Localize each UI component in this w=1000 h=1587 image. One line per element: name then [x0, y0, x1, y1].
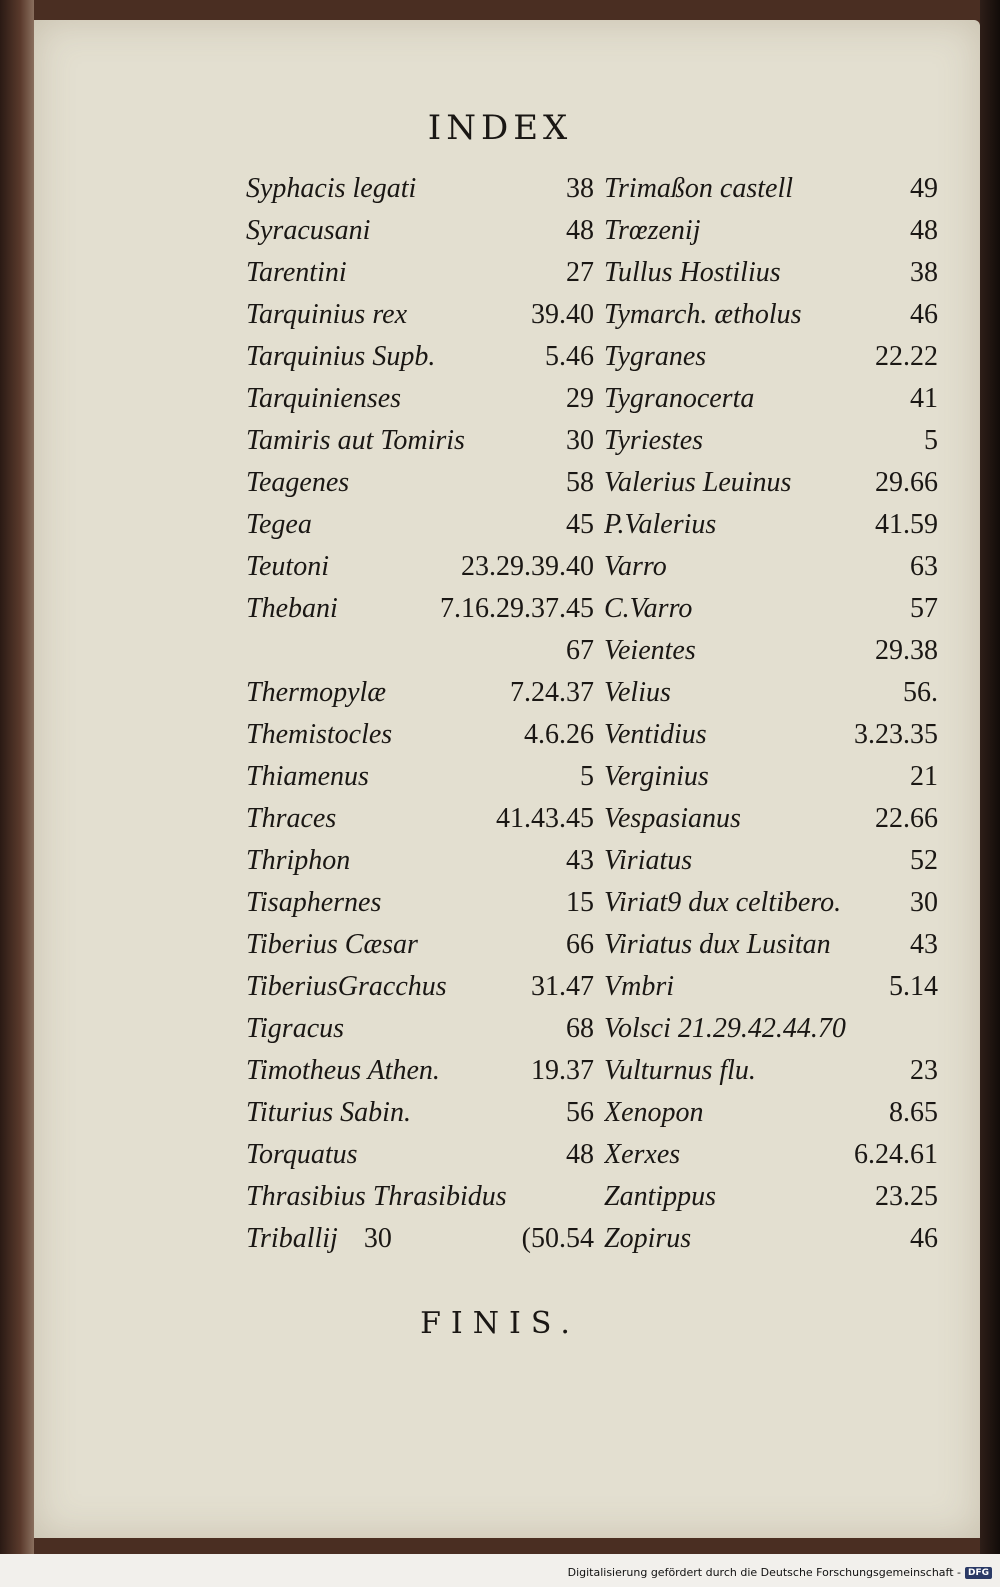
index-entry	[604, 462, 938, 504]
entry-page-numbers: 7.16.29.37.45	[440, 593, 594, 624]
index-entry	[604, 924, 938, 966]
entry-name: TiberiusGracchus	[246, 971, 447, 1002]
entry-page-numbers: 8.65	[889, 1097, 938, 1128]
entry-page-numbers: 38	[566, 173, 594, 204]
entry-page-numbers: 30	[910, 887, 938, 918]
index-entry	[246, 1176, 594, 1218]
entry-name: Triballij	[246, 1223, 338, 1254]
index-entry	[604, 588, 938, 630]
entry-name: P.Valerius	[604, 509, 717, 540]
entry-name: Tyriestes	[604, 425, 704, 456]
entry-name: Thermopylæ	[246, 677, 386, 708]
entry-name: Viriatus	[604, 845, 693, 876]
entry-page-numbers: 67	[566, 635, 594, 666]
index-entry	[246, 966, 594, 1008]
entry-name: Veientes	[604, 635, 696, 666]
index-column-right	[604, 168, 938, 1260]
index-entry	[604, 966, 938, 1008]
entry-name: Thrasibius Thrasibidus	[246, 1181, 507, 1212]
entry-page-numbers: 31.47	[531, 971, 594, 1002]
entry-name: Teutoni	[246, 551, 329, 582]
entry-page-numbers: 29.66	[875, 467, 938, 498]
index-entry	[246, 1218, 594, 1260]
index-entry	[246, 1050, 594, 1092]
entry-page-numbers: 7.24.37	[510, 677, 594, 708]
index-entry	[246, 756, 594, 798]
entry-page-numbers: 66	[566, 929, 594, 960]
entry-page-numbers: 23.29.39.40	[461, 551, 594, 582]
entry-name: Varro	[604, 551, 667, 582]
index-entry	[246, 504, 594, 546]
entry-name: Vmbri	[604, 971, 674, 1002]
entry-page-numbers: 23.25	[875, 1181, 938, 1212]
entry-name: Torquatus	[246, 1139, 358, 1170]
index-entry	[246, 1092, 594, 1134]
entry-name: Volsci 21.29.42.44.70	[604, 1013, 846, 1044]
index-column-left	[246, 168, 594, 1260]
index-entry	[604, 252, 938, 294]
index-entry	[604, 1134, 938, 1176]
entry-name: Zopirus	[604, 1223, 692, 1254]
entry-page-numbers: 57	[910, 593, 938, 624]
index-entry	[246, 420, 594, 462]
entry-name: Thebani	[246, 593, 338, 624]
entry-page-numbers: 6.24.61	[854, 1139, 938, 1170]
entry-name: Tiberius Cæsar	[246, 929, 418, 960]
entry-name: Syracusani	[246, 215, 371, 246]
entry-name: Thraces	[246, 803, 337, 834]
entry-page-numbers: 48	[566, 1139, 594, 1170]
entry-name: Viriat9 dux celtibero.	[604, 887, 842, 918]
index-entry	[246, 168, 594, 210]
entry-page-numbers: 56	[566, 1097, 594, 1128]
index-entry	[604, 420, 938, 462]
entry-name: Timotheus Athen.	[246, 1055, 440, 1086]
index-entry	[604, 840, 938, 882]
index-entry	[246, 672, 594, 714]
index-entry	[246, 630, 594, 672]
entry-name: Viriatus dux Lusitan	[604, 929, 831, 960]
entry-name: Syphacis legati	[246, 173, 417, 204]
entry-page-numbers: 52	[910, 845, 938, 876]
dfg-logo: DFG	[965, 1567, 992, 1579]
entry-page-numbers: 19.37	[531, 1055, 594, 1086]
index-entry	[604, 630, 938, 672]
entry-page-numbers: 41.43.45	[496, 803, 594, 834]
digitization-footer	[568, 1566, 992, 1579]
entry-page-numbers: 39.40	[531, 299, 594, 330]
entry-page-numbers: 46	[910, 1223, 938, 1254]
entry-name: C.Varro	[604, 593, 693, 624]
entry-name: Tegea	[246, 509, 312, 540]
entry-name: Vulturnus flu.	[604, 1055, 756, 1086]
entry-page-numbers: 58	[566, 467, 594, 498]
entry-name: Tullus Hostilius	[604, 257, 781, 288]
entry-page-numbers: 43	[566, 845, 594, 876]
entry-page-numbers: 22.66	[875, 803, 938, 834]
index-entry	[604, 336, 938, 378]
entry-page-numbers: 15	[566, 887, 594, 918]
entry-page-numbers: 5	[924, 425, 938, 456]
entry-page-numbers: 30	[566, 425, 594, 456]
entry-page-numbers: 48	[566, 215, 594, 246]
index-entry	[604, 756, 938, 798]
index-entry	[604, 798, 938, 840]
index-entry	[246, 1008, 594, 1050]
entry-page-numbers: 5.46	[545, 341, 594, 372]
entry-name: Tarentini	[246, 257, 347, 288]
entry-name: Themistocles	[246, 719, 393, 750]
entry-page-number: 30	[363, 1223, 392, 1254]
index-entry	[246, 924, 594, 966]
entry-page-numbers: 38	[910, 257, 938, 288]
index-entry	[604, 294, 938, 336]
index-entry	[604, 378, 938, 420]
entry-page-numbers: 23	[910, 1055, 938, 1086]
entry-name: Xenopon	[604, 1097, 704, 1128]
index-entry	[604, 672, 938, 714]
index-entry	[246, 546, 594, 588]
entry-page-numbers: 48	[910, 215, 938, 246]
index-entry	[604, 1092, 938, 1134]
index-entry	[604, 1218, 938, 1260]
entry-name: Vespasianus	[604, 803, 741, 834]
index-entry	[246, 294, 594, 336]
entry-name: Tygranes	[604, 341, 707, 372]
index-entry	[604, 168, 938, 210]
entry-page-numbers: 56.	[903, 677, 938, 708]
entry-name: Teagenes	[246, 467, 350, 498]
index-entry	[604, 1050, 938, 1092]
entry-page-numbers: 29.38	[875, 635, 938, 666]
index-entry	[246, 714, 594, 756]
index-entry	[246, 1134, 594, 1176]
entry-name: Tymarch. ætholus	[604, 299, 802, 330]
entry-page-numbers: 5	[580, 761, 594, 792]
entry-name: Tarquinius Supb.	[246, 341, 436, 372]
index-entry	[604, 1008, 938, 1050]
index-entry	[604, 504, 938, 546]
index-entry	[246, 252, 594, 294]
entry-name: Valerius Leuinus	[604, 467, 792, 498]
entry-page-numbers: 5.14	[889, 971, 938, 1002]
footer-credit-text: Digitalisierung gefördert durch die Deutsche Forschungsgemeinschaft -	[567, 1566, 961, 1579]
entry-page-numbers: 22.22	[875, 341, 938, 372]
index-entry	[604, 882, 938, 924]
entry-page-numbers: 41	[910, 383, 938, 414]
entry-page-numbers: 21	[910, 761, 938, 792]
entry-page-numbers: 43	[910, 929, 938, 960]
index-entry	[604, 546, 938, 588]
entry-page-numbers: 41.59	[875, 509, 938, 540]
entry-page-numbers: 4.6.26	[524, 719, 594, 750]
entry-name: Zantippus	[604, 1181, 717, 1212]
entry-page-numbers: 29	[566, 383, 594, 414]
entry-page-numbers: 68	[566, 1013, 594, 1044]
entry-page-numbers: 46	[910, 299, 938, 330]
index-entry	[246, 210, 594, 252]
entry-name: Tarquinienses	[246, 383, 402, 414]
entry-page-numbers: (50.54	[521, 1223, 594, 1254]
finis-text: FINIS.	[420, 1306, 580, 1341]
index-entry	[604, 1176, 938, 1218]
entry-name: Velius	[604, 677, 671, 708]
index-entry	[246, 462, 594, 504]
index-entry	[246, 378, 594, 420]
index-entry	[246, 798, 594, 840]
index-entry	[604, 210, 938, 252]
entry-name: Xerxes	[604, 1139, 681, 1170]
entry-name: Titurius Sabin.	[246, 1097, 411, 1128]
entry-name: Tamiris aut Tomiris	[246, 425, 465, 456]
entry-name: Verginius	[604, 761, 709, 792]
index-entry	[246, 882, 594, 924]
entry-name: Ventidius	[604, 719, 707, 750]
entry-page-numbers: 45	[566, 509, 594, 540]
entry-name: Tarquinius rex	[246, 299, 408, 330]
entry-page-numbers: 3.23.35	[854, 719, 938, 750]
index-entry	[246, 588, 594, 630]
index-entry	[246, 336, 594, 378]
entry-page-numbers: 49	[910, 173, 938, 204]
entry-name: Trœzenij	[604, 215, 701, 246]
index-entry	[246, 840, 594, 882]
entry-name: Thriphon	[246, 845, 351, 876]
entry-name: Tygranocerta	[604, 383, 755, 414]
index-entry	[604, 714, 938, 756]
entry-page-numbers: 63	[910, 551, 938, 582]
entry-name: Tigracus	[246, 1013, 345, 1044]
entry-name: Trimaßon castell	[604, 173, 794, 204]
page-heading: INDEX	[427, 108, 573, 148]
entry-name: Thiamenus	[246, 761, 369, 792]
entry-name: Tisaphernes	[246, 887, 382, 918]
entry-page-numbers: 27	[566, 257, 594, 288]
